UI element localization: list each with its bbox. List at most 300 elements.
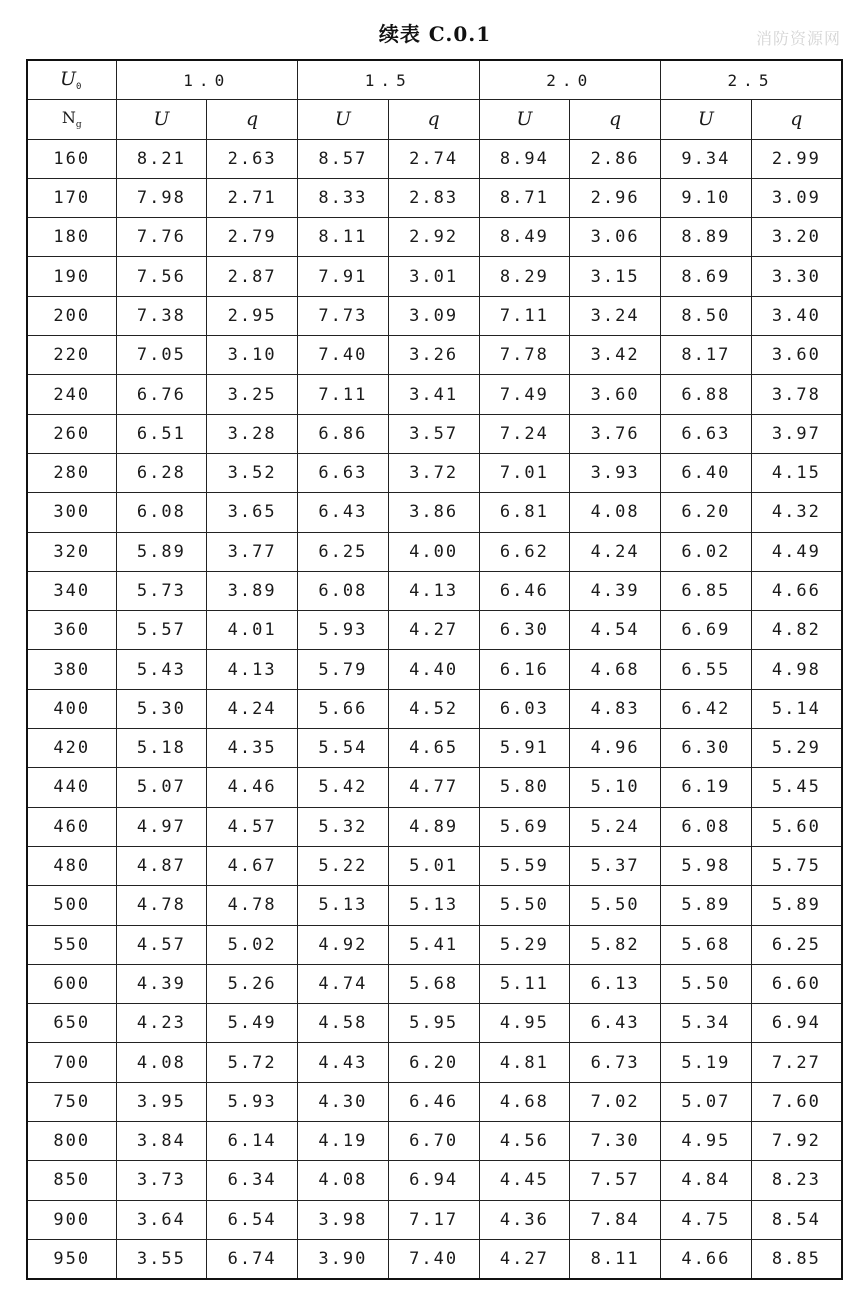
cell-u-value: 4.84	[661, 1161, 752, 1200]
row-ng-value: 850	[27, 1161, 116, 1200]
cell-u-value: 8.69	[661, 257, 752, 296]
u0-header-cell	[27, 60, 116, 100]
cell-u-value: 7.11	[479, 296, 570, 335]
cell-q-value: 6.54	[207, 1200, 298, 1239]
cell-u-value: 6.46	[479, 571, 570, 610]
watermark-text: 消防资源网	[755, 29, 841, 48]
cell-q-value: 5.29	[751, 729, 842, 768]
cell-q-value: 3.57	[388, 414, 479, 453]
cell-q-value: 4.01	[207, 611, 298, 650]
cell-q-value: 6.94	[751, 1004, 842, 1043]
cell-q-value: 4.52	[388, 689, 479, 728]
cell-q-value: 2.83	[388, 178, 479, 217]
subheader-q: q	[207, 100, 298, 139]
row-ng-value: 420	[27, 729, 116, 768]
cell-q-value: 4.15	[751, 453, 842, 492]
cell-q-value: 3.09	[751, 178, 842, 217]
cell-u-value: 5.59	[479, 846, 570, 885]
cell-u-value: 6.88	[661, 375, 752, 414]
subheader-u: U	[661, 100, 752, 139]
cell-u-value: 5.07	[661, 1082, 752, 1121]
ng-label: N	[61, 108, 76, 128]
cell-u-value: 4.08	[116, 1043, 207, 1082]
cell-q-value: 5.89	[751, 886, 842, 925]
cell-q-value: 6.73	[570, 1043, 661, 1082]
cell-u-value: 7.38	[116, 296, 207, 335]
cell-u-value: 7.91	[298, 257, 389, 296]
table-row	[27, 729, 842, 768]
cell-q-value: 5.95	[388, 1004, 479, 1043]
cell-q-value: 4.49	[751, 532, 842, 571]
cell-q-value: 7.57	[570, 1161, 661, 1200]
table-row	[27, 414, 842, 453]
cell-u-value: 7.11	[298, 375, 389, 414]
cell-u-value: 6.43	[298, 493, 389, 532]
cell-q-value: 7.84	[570, 1200, 661, 1239]
cell-q-value: 3.72	[388, 453, 479, 492]
cell-u-value: 6.76	[116, 375, 207, 414]
cell-u-value: 5.73	[116, 571, 207, 610]
cell-u-value: 5.50	[661, 964, 752, 1003]
cell-q-value: 4.82	[751, 611, 842, 650]
cell-q-value: 3.06	[570, 218, 661, 257]
table-row	[27, 650, 842, 689]
cell-q-value: 4.57	[207, 807, 298, 846]
group-header-4: 2.5	[661, 60, 843, 100]
row-ng-value: 260	[27, 414, 116, 453]
cell-u-value: 4.45	[479, 1161, 570, 1200]
table-row	[27, 532, 842, 571]
cell-q-value: 6.25	[751, 925, 842, 964]
cell-u-value: 3.95	[116, 1082, 207, 1121]
row-ng-value: 160	[27, 139, 116, 178]
table-row	[27, 611, 842, 650]
cell-u-value: 5.29	[479, 925, 570, 964]
cell-q-value: 2.96	[570, 178, 661, 217]
cell-u-value: 4.87	[116, 846, 207, 885]
row-ng-value: 440	[27, 768, 116, 807]
cell-u-value: 9.34	[661, 139, 752, 178]
cell-u-value: 4.08	[298, 1161, 389, 1200]
cell-u-value: 8.89	[661, 218, 752, 257]
cell-q-value: 4.46	[207, 768, 298, 807]
cell-q-value: 6.60	[751, 964, 842, 1003]
cell-q-value: 5.10	[570, 768, 661, 807]
cell-u-value: 6.20	[661, 493, 752, 532]
table-row	[27, 768, 842, 807]
cell-u-value: 4.78	[116, 886, 207, 925]
cell-u-value: 3.84	[116, 1122, 207, 1161]
group-header-1: 1.0	[116, 60, 298, 100]
cell-u-value: 6.19	[661, 768, 752, 807]
cell-u-value: 5.69	[479, 807, 570, 846]
table-row	[27, 375, 842, 414]
cell-u-value: 5.43	[116, 650, 207, 689]
cell-u-value: 6.28	[116, 453, 207, 492]
cell-q-value: 4.35	[207, 729, 298, 768]
cell-u-value: 8.21	[116, 139, 207, 178]
cell-u-value: 6.40	[661, 453, 752, 492]
table-row	[27, 964, 842, 1003]
cell-u-value: 4.81	[479, 1043, 570, 1082]
cell-u-value: 5.11	[479, 964, 570, 1003]
cell-q-value: 4.00	[388, 532, 479, 571]
table-row	[27, 296, 842, 335]
cell-u-value: 5.34	[661, 1004, 752, 1043]
cell-q-value: 3.40	[751, 296, 842, 335]
group-header-2: 1.5	[298, 60, 480, 100]
cell-q-value: 4.68	[570, 650, 661, 689]
table-row	[27, 807, 842, 846]
cell-q-value: 3.24	[570, 296, 661, 335]
row-ng-value: 400	[27, 689, 116, 728]
cell-u-value: 5.50	[479, 886, 570, 925]
cell-u-value: 4.23	[116, 1004, 207, 1043]
row-ng-value: 800	[27, 1122, 116, 1161]
table-row	[27, 336, 842, 375]
row-ng-value: 900	[27, 1200, 116, 1239]
cell-u-value: 4.97	[116, 807, 207, 846]
cell-u-value: 6.42	[661, 689, 752, 728]
cell-q-value: 5.45	[751, 768, 842, 807]
cell-u-value: 5.13	[298, 886, 389, 925]
cell-u-value: 6.63	[298, 453, 389, 492]
cell-u-value: 7.56	[116, 257, 207, 296]
table-row	[27, 689, 842, 728]
cell-u-value: 4.30	[298, 1082, 389, 1121]
cell-q-value: 3.77	[207, 532, 298, 571]
subheader-q: q	[751, 100, 842, 139]
cell-q-value: 3.60	[570, 375, 661, 414]
table-row	[27, 178, 842, 217]
table-row	[27, 1239, 842, 1279]
cell-u-value: 5.80	[479, 768, 570, 807]
cell-q-value: 2.86	[570, 139, 661, 178]
table-row	[27, 846, 842, 885]
cell-u-value: 5.68	[661, 925, 752, 964]
row-ng-value: 280	[27, 453, 116, 492]
cell-q-value: 6.34	[207, 1161, 298, 1200]
row-ng-value: 380	[27, 650, 116, 689]
cell-q-value: 4.13	[388, 571, 479, 610]
group-header-3: 2.0	[479, 60, 661, 100]
cell-q-value: 5.93	[207, 1082, 298, 1121]
cell-u-value: 4.95	[479, 1004, 570, 1043]
row-ng-value: 600	[27, 964, 116, 1003]
cell-u-value: 8.71	[479, 178, 570, 217]
cell-u-value: 6.85	[661, 571, 752, 610]
cell-u-value: 4.66	[661, 1239, 752, 1279]
cell-q-value: 7.92	[751, 1122, 842, 1161]
cell-u-value: 5.32	[298, 807, 389, 846]
cell-q-value: 4.32	[751, 493, 842, 532]
cell-q-value: 5.13	[388, 886, 479, 925]
cell-q-value: 5.60	[751, 807, 842, 846]
cell-u-value: 7.05	[116, 336, 207, 375]
cell-u-value: 5.98	[661, 846, 752, 885]
cell-u-value: 6.86	[298, 414, 389, 453]
cell-q-value: 3.20	[751, 218, 842, 257]
cell-q-value: 7.02	[570, 1082, 661, 1121]
cell-q-value: 4.27	[388, 611, 479, 650]
cell-q-value: 6.70	[388, 1122, 479, 1161]
u0-label: U	[60, 68, 77, 91]
subheader-u: U	[298, 100, 389, 139]
subheader-u: U	[116, 100, 207, 139]
cell-u-value: 8.49	[479, 218, 570, 257]
ng-header-cell	[27, 100, 116, 139]
cell-u-value: 3.90	[298, 1239, 389, 1279]
cell-q-value: 7.40	[388, 1239, 479, 1279]
cell-u-value: 6.03	[479, 689, 570, 728]
cell-u-value: 6.25	[298, 532, 389, 571]
cell-u-value: 5.93	[298, 611, 389, 650]
cell-u-value: 8.11	[298, 218, 389, 257]
cell-u-value: 5.42	[298, 768, 389, 807]
cell-u-value: 5.30	[116, 689, 207, 728]
cell-u-value: 4.27	[479, 1239, 570, 1279]
cell-q-value: 4.67	[207, 846, 298, 885]
cell-q-value: 3.86	[388, 493, 479, 532]
row-ng-value: 300	[27, 493, 116, 532]
cell-q-value: 3.15	[570, 257, 661, 296]
row-ng-value: 650	[27, 1004, 116, 1043]
cell-u-value: 5.54	[298, 729, 389, 768]
cell-u-value: 4.19	[298, 1122, 389, 1161]
cell-q-value: 3.25	[207, 375, 298, 414]
cell-q-value: 3.93	[570, 453, 661, 492]
cell-q-value: 6.43	[570, 1004, 661, 1043]
cell-q-value: 3.97	[751, 414, 842, 453]
subheader-u: U	[479, 100, 570, 139]
cell-q-value: 5.49	[207, 1004, 298, 1043]
table-row	[27, 453, 842, 492]
cell-q-value: 2.79	[207, 218, 298, 257]
cell-u-value: 3.98	[298, 1200, 389, 1239]
u0-subscript: 0	[76, 82, 84, 93]
cell-u-value: 4.36	[479, 1200, 570, 1239]
table-row	[27, 571, 842, 610]
cell-q-value: 5.72	[207, 1043, 298, 1082]
table-row	[27, 218, 842, 257]
cell-q-value: 2.71	[207, 178, 298, 217]
cell-u-value: 7.76	[116, 218, 207, 257]
cell-q-value: 4.24	[570, 532, 661, 571]
cell-q-value: 4.40	[388, 650, 479, 689]
cell-u-value: 6.69	[661, 611, 752, 650]
cell-u-value: 4.43	[298, 1043, 389, 1082]
cell-u-value: 5.18	[116, 729, 207, 768]
cell-u-value: 7.49	[479, 375, 570, 414]
cell-q-value: 5.37	[570, 846, 661, 885]
cell-u-value: 6.08	[661, 807, 752, 846]
cell-u-value: 6.30	[661, 729, 752, 768]
cell-q-value: 8.85	[751, 1239, 842, 1279]
cell-u-value: 5.19	[661, 1043, 752, 1082]
cell-q-value: 7.17	[388, 1200, 479, 1239]
cell-q-value: 4.98	[751, 650, 842, 689]
cell-u-value: 5.66	[298, 689, 389, 728]
row-ng-value: 500	[27, 886, 116, 925]
cell-u-value: 5.57	[116, 611, 207, 650]
cell-u-value: 4.68	[479, 1082, 570, 1121]
cell-u-value: 3.64	[116, 1200, 207, 1239]
cell-u-value: 7.01	[479, 453, 570, 492]
cell-u-value: 4.57	[116, 925, 207, 964]
cell-u-value: 3.73	[116, 1161, 207, 1200]
cell-u-value: 6.81	[479, 493, 570, 532]
cell-u-value: 6.02	[661, 532, 752, 571]
cell-u-value: 7.40	[298, 336, 389, 375]
cell-u-value: 7.78	[479, 336, 570, 375]
table-row	[27, 257, 842, 296]
cell-q-value: 3.28	[207, 414, 298, 453]
row-ng-value: 220	[27, 336, 116, 375]
row-ng-value: 320	[27, 532, 116, 571]
row-ng-value: 550	[27, 925, 116, 964]
subheader-q: q	[388, 100, 479, 139]
header-row-groups	[27, 60, 842, 100]
cell-u-value: 6.16	[479, 650, 570, 689]
cell-u-value: 5.07	[116, 768, 207, 807]
cell-q-value: 4.77	[388, 768, 479, 807]
cell-q-value: 2.92	[388, 218, 479, 257]
cell-q-value: 8.23	[751, 1161, 842, 1200]
cell-u-value: 8.29	[479, 257, 570, 296]
cell-q-value: 5.82	[570, 925, 661, 964]
cell-u-value: 4.92	[298, 925, 389, 964]
cell-u-value: 7.24	[479, 414, 570, 453]
row-ng-value: 190	[27, 257, 116, 296]
cell-u-value: 8.17	[661, 336, 752, 375]
row-ng-value: 700	[27, 1043, 116, 1082]
table-row	[27, 925, 842, 964]
cell-q-value: 6.74	[207, 1239, 298, 1279]
cell-q-value: 3.42	[570, 336, 661, 375]
table-title: 续表 C.0.1	[378, 22, 492, 46]
cell-u-value: 6.55	[661, 650, 752, 689]
cell-u-value: 5.79	[298, 650, 389, 689]
cell-u-value: 6.08	[298, 571, 389, 610]
cell-q-value: 4.96	[570, 729, 661, 768]
cell-u-value: 8.50	[661, 296, 752, 335]
table-row	[27, 1004, 842, 1043]
cell-u-value: 8.33	[298, 178, 389, 217]
row-ng-value: 750	[27, 1082, 116, 1121]
cell-q-value: 6.46	[388, 1082, 479, 1121]
table-row	[27, 493, 842, 532]
row-ng-value: 200	[27, 296, 116, 335]
cell-q-value: 3.09	[388, 296, 479, 335]
cell-q-value: 3.78	[751, 375, 842, 414]
cell-q-value: 3.30	[751, 257, 842, 296]
cell-q-value: 3.26	[388, 336, 479, 375]
row-ng-value: 460	[27, 807, 116, 846]
cell-u-value: 4.56	[479, 1122, 570, 1161]
cell-q-value: 5.50	[570, 886, 661, 925]
cell-u-value: 4.74	[298, 964, 389, 1003]
cell-u-value: 5.91	[479, 729, 570, 768]
cell-q-value: 5.14	[751, 689, 842, 728]
cell-q-value: 3.60	[751, 336, 842, 375]
cell-q-value: 4.24	[207, 689, 298, 728]
row-ng-value: 360	[27, 611, 116, 650]
cell-q-value: 4.78	[207, 886, 298, 925]
cell-q-value: 4.08	[570, 493, 661, 532]
cell-q-value: 4.66	[751, 571, 842, 610]
row-ng-value: 340	[27, 571, 116, 610]
table-row	[27, 1200, 842, 1239]
cell-q-value: 8.54	[751, 1200, 842, 1239]
cell-q-value: 3.10	[207, 336, 298, 375]
cell-u-value: 4.39	[116, 964, 207, 1003]
table-row	[27, 139, 842, 178]
cell-q-value: 5.26	[207, 964, 298, 1003]
cell-u-value: 7.73	[298, 296, 389, 335]
ng-subscript: g	[75, 120, 82, 131]
cell-q-value: 5.41	[388, 925, 479, 964]
cell-q-value: 3.52	[207, 453, 298, 492]
row-ng-value: 180	[27, 218, 116, 257]
cell-u-value: 6.62	[479, 532, 570, 571]
cell-q-value: 7.27	[751, 1043, 842, 1082]
cell-q-value: 4.83	[570, 689, 661, 728]
cell-u-value: 5.22	[298, 846, 389, 885]
cell-q-value: 4.13	[207, 650, 298, 689]
cell-q-value: 6.94	[388, 1161, 479, 1200]
table-row	[27, 1161, 842, 1200]
cell-u-value: 6.08	[116, 493, 207, 532]
cell-u-value: 4.58	[298, 1004, 389, 1043]
cell-q-value: 5.01	[388, 846, 479, 885]
cell-q-value: 3.76	[570, 414, 661, 453]
cell-q-value: 5.75	[751, 846, 842, 885]
cell-q-value: 7.30	[570, 1122, 661, 1161]
cell-u-value: 5.89	[116, 532, 207, 571]
cell-u-value: 6.63	[661, 414, 752, 453]
table-row	[27, 1043, 842, 1082]
row-ng-value: 240	[27, 375, 116, 414]
table-row	[27, 1082, 842, 1121]
table-row	[27, 886, 842, 925]
cell-q-value: 4.39	[570, 571, 661, 610]
cell-u-value: 5.89	[661, 886, 752, 925]
cell-q-value: 4.65	[388, 729, 479, 768]
cell-q-value: 6.14	[207, 1122, 298, 1161]
cell-q-value: 6.13	[570, 964, 661, 1003]
cell-q-value: 4.54	[570, 611, 661, 650]
subheader-q: q	[570, 100, 661, 139]
cell-q-value: 2.74	[388, 139, 479, 178]
cell-u-value: 9.10	[661, 178, 752, 217]
row-ng-value: 480	[27, 846, 116, 885]
cell-u-value: 6.51	[116, 414, 207, 453]
cell-q-value: 3.01	[388, 257, 479, 296]
cell-u-value: 6.30	[479, 611, 570, 650]
table-row	[27, 1122, 842, 1161]
cell-u-value: 3.55	[116, 1239, 207, 1279]
header-row-subcolumns	[27, 100, 842, 139]
cell-q-value: 5.24	[570, 807, 661, 846]
cell-q-value: 2.87	[207, 257, 298, 296]
cell-q-value: 6.20	[388, 1043, 479, 1082]
cell-q-value: 8.11	[570, 1239, 661, 1279]
cell-q-value: 2.95	[207, 296, 298, 335]
cell-q-value: 3.89	[207, 571, 298, 610]
row-ng-value: 950	[27, 1239, 116, 1279]
cell-q-value: 4.89	[388, 807, 479, 846]
cell-u-value: 8.94	[479, 139, 570, 178]
